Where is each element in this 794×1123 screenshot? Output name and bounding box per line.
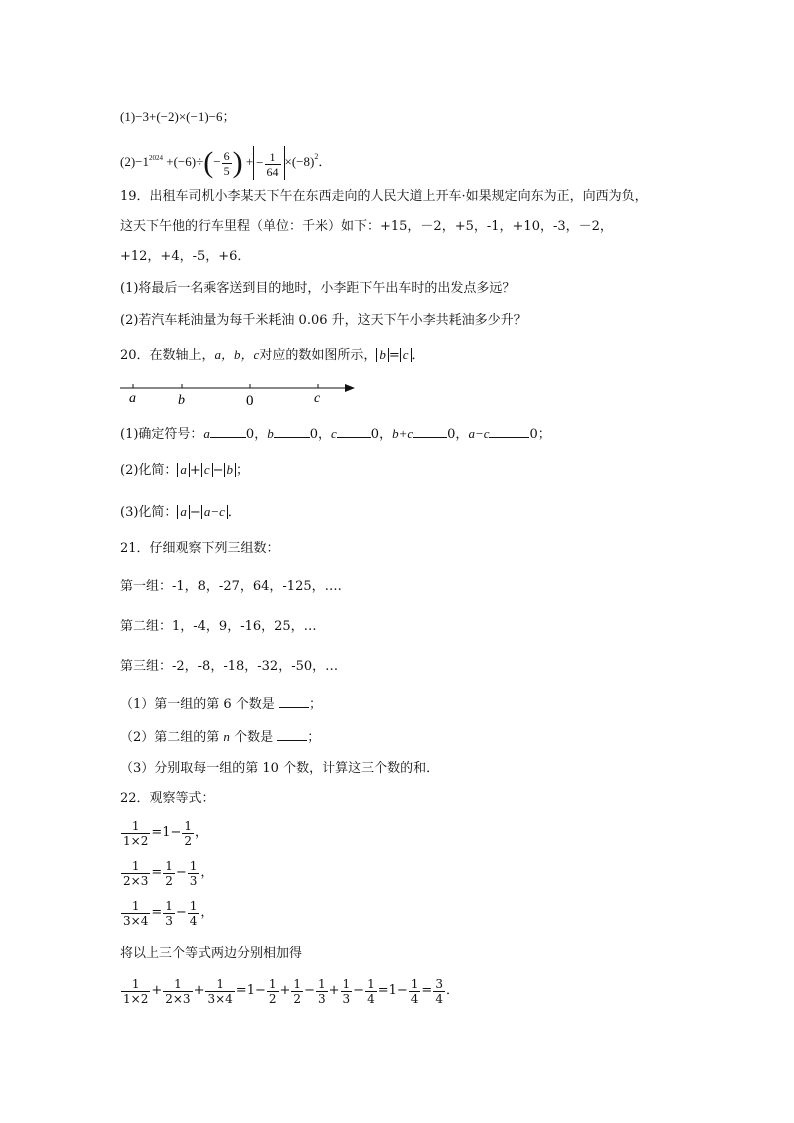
q18-part1: (1)−3+(−2)×(−1)−6； [120, 109, 236, 124]
q19-line3: +12，+4，-5，+6． [120, 249, 251, 264]
q20-sub3: (3)化简： a − a−c ． [120, 504, 241, 520]
blank-q21-1[interactable] [279, 707, 309, 708]
fraction-6-5: $\frac{6}{5}$ [223, 148, 230, 178]
q21-sub1: （1）第一组的第 6 个数是 ； [120, 697, 322, 712]
q22-intro: 22．观察等式： [120, 791, 215, 806]
q19-sub1: (1)将最后一名乘客送到目的地时，小李距下午出车时的出发点多远？ [120, 281, 516, 296]
q19-line1: 19．出租车司机小李某天下午在东西走向的人民大道上开车·如果规定向东为正，向西为负， [120, 189, 648, 204]
blank-q21-2[interactable] [277, 740, 307, 741]
q21-group1: 第一组：-1，8，-27，64，-125，…. [120, 579, 342, 594]
label-c: c [314, 391, 321, 406]
q20-intro: 20．在数轴上，a，b，c对应的数如图所示， b = c ． [120, 347, 425, 363]
q21-group3: 第三组：-2，-8，-18，-32，-50，… [120, 659, 339, 674]
q21-sub3: （3）分别取每一组的第 10 个数，计算这三个数的和． [120, 761, 440, 776]
label-zero: 0 [246, 393, 254, 408]
blank-c[interactable] [337, 437, 371, 438]
blank-b[interactable] [274, 437, 310, 438]
q22-eq2: $\frac{1}{2\times 3}$ = $\frac{1}{2}$ − $\frac{1}{3}$ ， [123, 858, 214, 888]
q21-group2: 第二组：1，-4，9，-16，25，… [120, 619, 317, 634]
blank-a[interactable] [210, 437, 246, 438]
axis-arrow [345, 384, 355, 392]
q20-sub1: (1)确定符号：a 0，b 0，c 0，b+c 0，a−c 0； [120, 426, 551, 442]
blank-a-minus-c[interactable] [489, 437, 529, 438]
q18-part2: $(2)-1^{2024} +(-6)\div(-$ $\frac{6}{5}$ ) + − $\frac{1}{64}$ $\times(-8)^2$． [120, 146, 332, 180]
number-line [115, 378, 365, 408]
q21-sub2: （2）第二组的第 n 个数是 ； [120, 729, 321, 745]
label-a: a [129, 391, 136, 406]
q22-sum: $\frac{1}{1\times 2}$ + $\frac{1}{2\times 3}$ + $\frac{1}{3\times 4}$ =1− $\frac{1}{2}$ + $\frac{1}{2}$ − $\frac{1}{3}$ + $\frac{1}{3}$ − $\frac{1}{4}$ =1− $\frac{1}{4}$ = $\frac{3}{4}$ ． [123, 976, 459, 1006]
q22-eq1: $\frac{1}{1\times 2}$ =1− $\frac{1}{2}$ ， [123, 818, 209, 848]
q20-sub2: (2)化简： a + c − b ； [120, 462, 250, 478]
abs-neg-1-64: − $\frac{1}{64}$ [253, 146, 284, 180]
blank-b-plus-c[interactable] [413, 437, 447, 438]
q22-eq3: $\frac{1}{3\times 4}$ = $\frac{1}{3}$ − $\frac{1}{4}$ ， [123, 898, 214, 928]
q19-sub2: (2)若汽车耗油量为每千米耗油 0.06 升，这天下午小李共耗油多少升？ [120, 313, 527, 328]
q21-intro: 21．仔细观察下列三组数： [120, 541, 280, 556]
q22-combine: 将以上三个等式两边分别相加得 [120, 946, 303, 961]
label-b: b [178, 393, 185, 408]
q19-line2: 这天下午他的行车里程（单位：千米）如下：+15，－2，+5，-1，+10，-3，－2， [120, 219, 613, 234]
